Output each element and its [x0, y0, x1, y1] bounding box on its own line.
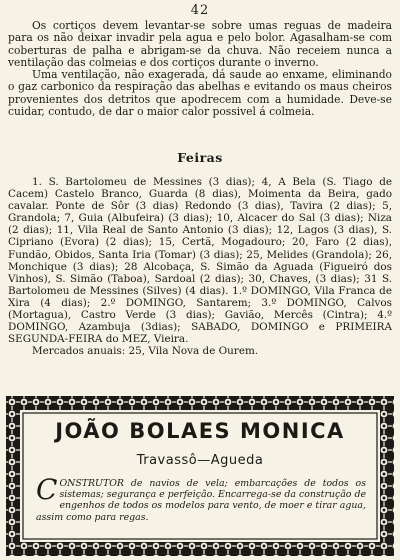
intro-paragraph: Uma ventilação, não exagerada, dá saude ao enxame, eliminando o gaz carbonico da respiração das abelhas e evitando os maus cheiros provenientes dos detritos que apodrecem com a humidade. Deve-se cuidar, contudo, de dar o maior calor possivel á colmeia.: [8, 68, 392, 119]
page-number: 42: [190, 3, 210, 18]
feiras-paragraph: 1. S. Bartolomeu de Messines (3 dias); 4, A Bela (S. Tiago de Cacem) Castelo Branco, Guarda (8 dias), Moimenta da Beira, gado cavalar. Ponte de Sôr (3 dias) Redondo (3 dias), Tavira (2 dias); 5, Grandola; 7, Guia (Albufeira) (3 dias); 10, Alcacer do Sal (3 dias); Niza (2 dias); 11, Vila Real de Santo Antonio (3 dias); 12, Lagos (3 dias), S. Cipriano (Evora) (2 dias); 15, Certã, Mogadouro; 20, Faro (2 dias), Fundão, Obidos, Santa Iria (Tomar) (3 dias); 25, Melides (Grandola); 26, Monchique (3 dias); 28 Alcobaça, S. Simão da Aguada (Figueiró dos Vinhos), S. Simão (Taboa), Sardoal (2 dias); 30, Chaves, (3 dias); 31 S. Bartolomeu de Messines (Silves) (4 dias). 1.º DOMINGO, Vila Franca de Xira (4 dias); 2.º DOMINGO, Santarem; 3.º DOMINGO, Calvos (Mortagua), Castro Verde (3 dias); Gavião, Mercês (Cintra); 4.º DOMINGO, Azambuja (3dias); SABADO, DOMINGO e PRIMEIRA SEGUNDA-FEIRA do MEZ, Vieira.: [8, 176, 392, 346]
company-location: Travassô—Agueda: [136, 453, 264, 468]
feiras-heading: Feiras: [177, 150, 223, 165]
description-text: ONSTRUTOR de navios de vela; embarcações de todos os sistemas; segurança e perfeição. Encarrega-se da construção de engenhos de todos os modelos para vento, de moer e tirar agua, assim como para regas.: [36, 478, 366, 523]
annual-markets: Mercados anuais: 25, Vila Nova de Ourem.: [32, 345, 259, 358]
feiras-list: [8, 176, 392, 357]
intro-text: [8, 20, 392, 118]
drop-cap: C: [36, 473, 58, 506]
intro-paragraph: Os cortiços devem levantar-se sobre umas reguas de madeira para os não deixar invadir pela agua e pelo bolor. Agasalham-se com coberturas de palha e abrigam-se da chuva. Não receiem nunca a ventilação das colmeias e dos cortiços durante o inverno.: [8, 19, 392, 69]
advertisement: [6, 396, 394, 556]
company-name: JOÃO BOLAES MONICA: [55, 419, 345, 443]
company-description: [36, 473, 366, 523]
